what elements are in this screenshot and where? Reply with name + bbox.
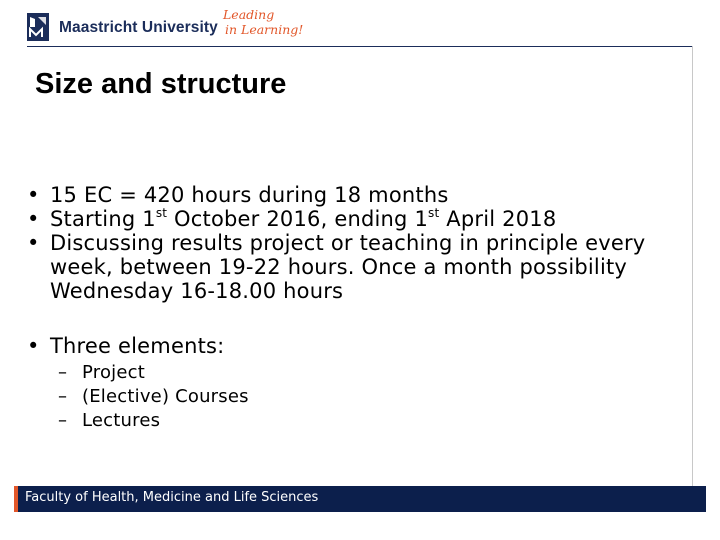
slide-header <box>0 0 720 48</box>
tagline-line-1: Leading <box>223 7 275 22</box>
footer-bar <box>14 486 706 512</box>
sub-bullet-item: – Project <box>58 361 677 385</box>
sub-bullet-item: – Lectures <box>58 409 677 433</box>
bullet-list <box>27 183 677 433</box>
um-logo-icon <box>27 13 49 41</box>
university-name: Maastricht University <box>59 19 218 36</box>
sub-bullet-list <box>50 361 677 433</box>
tagline-line-2: in Learning! <box>225 22 304 37</box>
superscript: st <box>428 206 440 220</box>
superscript: st <box>155 206 168 220</box>
bullet-item <box>27 207 677 231</box>
tagline <box>217 7 304 41</box>
footer-accent <box>14 486 18 512</box>
header-divider <box>27 46 693 47</box>
sub-bullet-item: – (Elective) Courses <box>58 385 677 409</box>
bullet-text-part: Starting 1 <box>50 207 156 231</box>
bullet-item <box>27 334 677 433</box>
bullet-text-part: April 2018 <box>439 207 557 231</box>
faculty-name: Faculty of Health, Medicine and Life Sciences <box>25 490 319 505</box>
bullet-text-part: October 2016, ending 1 <box>167 207 429 231</box>
right-divider <box>692 46 693 486</box>
bullet-item <box>27 183 677 207</box>
bullet-text: Discussing results project or teaching in principle every week, between 19-22 hours. Once a month possibility Wednesday 16-18.00 hours <box>50 231 646 303</box>
bullet-item <box>27 231 677 303</box>
bullet-text: 15 EC = 420 hours during 18 months <box>50 183 449 207</box>
slide-title: Size and structure <box>35 68 287 100</box>
bullet-text: Three elements: <box>50 334 225 358</box>
